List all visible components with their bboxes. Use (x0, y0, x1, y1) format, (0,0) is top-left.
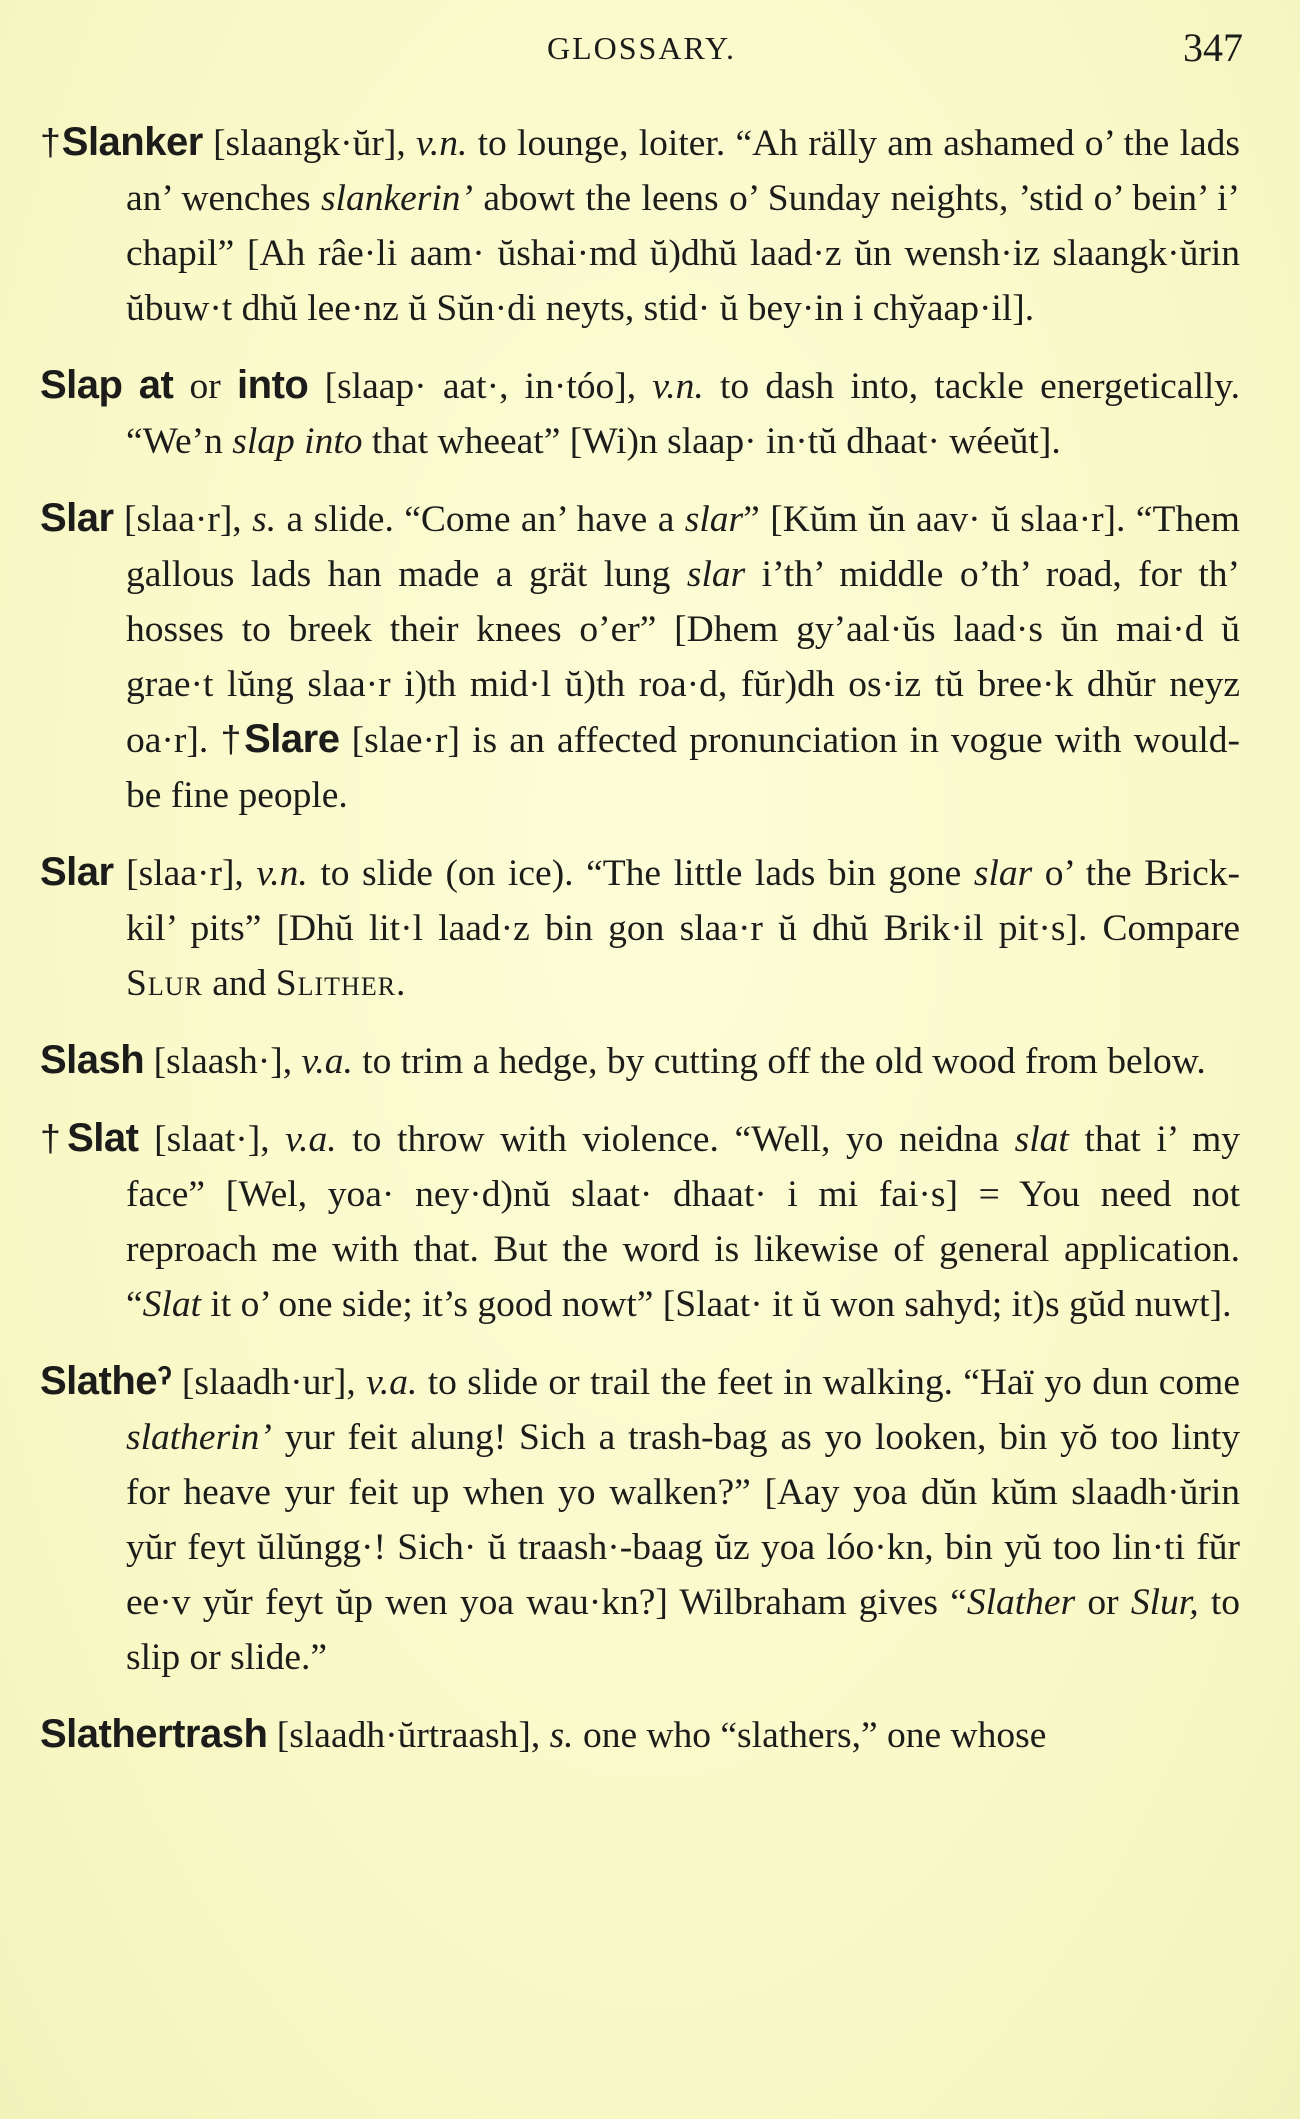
italic-example: slap into (232, 421, 363, 462)
definition-text: that i’ my face” [Wel, yoa· ney·d)nŭ slaat· dhaat· i mi fai·s] = You need not reproach me with that. But the word is likewise of general application. “ (126, 1119, 1240, 1325)
headword-space (122, 366, 138, 407)
headword-separator: or (173, 366, 238, 407)
part-of-speech: s. (252, 499, 277, 540)
definition-text: to slide or trail the feet in walking. “Haï yo dun come (417, 1362, 1240, 1403)
part-of-speech: v.n. (652, 366, 704, 407)
glossary-entry-slar-verb (40, 845, 1240, 1011)
headword: Slat (67, 1116, 139, 1160)
part-of-speech: v.n. (415, 123, 468, 164)
glossary-entries (40, 115, 1240, 1785)
pronunciation: [slaa·r], (113, 499, 253, 540)
definition-text: one who “slathers,” one whose (573, 1715, 1047, 1756)
pronunciation: [slaa·r], (113, 853, 257, 894)
pronunciation: [slaadh·ur], (171, 1362, 367, 1403)
pronunciation: [slaat·], (138, 1119, 286, 1160)
headword: Slare (244, 717, 340, 761)
italic-example: Slat (142, 1284, 201, 1325)
headword: Slanker (61, 120, 203, 164)
pronunciation: [slaash·], (144, 1041, 302, 1082)
headword: Slar (40, 496, 114, 540)
glossary-entry-slash (40, 1033, 1240, 1089)
part-of-speech: v.a. (285, 1119, 337, 1160)
headword: at (138, 363, 174, 407)
glossary-entry-slather (40, 1354, 1240, 1685)
definition-text: to slide (on ice). “The little lads bin gone (307, 853, 974, 894)
running-head: GLOSSARY. (546, 30, 737, 66)
italic-example: slankerin’ (320, 178, 473, 219)
dagger-mark: † (40, 1117, 68, 1159)
headword: Slash (40, 1038, 145, 1082)
dagger-mark: † (40, 121, 62, 163)
pronunciation: [slaadh·ŭrtraash], (267, 1715, 550, 1756)
italic-example: slar (973, 853, 1033, 894)
cross-reference: Slur (126, 963, 203, 1004)
page-header (40, 22, 1243, 82)
page-number: 347 (1183, 25, 1243, 70)
definition-text: i’th’ middle o’th’ road, for th’ hosses to breek their knees o’er” [Dhem gy’aal·ŭs laad·s ŭn mai·d ŭ grae·t lŭng slaa·r i)th mid·l ŭ)th roa·d, fŭr)dh os·iz tŭ bree·k dhŭr neyz oa·r]. (126, 554, 1240, 761)
part-of-speech: v.a. (366, 1362, 418, 1403)
headword: Slatheˀ (40, 1359, 172, 1403)
headword: Slar (40, 850, 114, 894)
italic-example: Slather (966, 1582, 1076, 1623)
glossary-entry-slap-at-into (40, 358, 1240, 469)
definition-text: to dash into, tackle energetically. “We’n (126, 366, 1240, 462)
italic-example: slat (1014, 1119, 1069, 1160)
headword: Slap (40, 363, 123, 407)
definition-text: o’ the Brick-kil’ pits” [Dhŭ lit·l laad·z bin gon slaa·r ŭ dhŭ Brik·il pit·s]. Compare (126, 853, 1240, 949)
headword: Slathertrash (40, 1712, 268, 1756)
glossary-entry-slathertrash (40, 1707, 1240, 1763)
italic-example: slar (684, 499, 744, 540)
part-of-speech: v.a. (301, 1041, 353, 1082)
glossary-entry-slanker (40, 115, 1240, 336)
definition-text: [slae·r] is an affected pronunciation in vogue with would-be fine people. (126, 720, 1240, 816)
definition-text: a slide. “Come an’ have a (276, 499, 685, 540)
pronunciation: [slaap· aat·, in·tóo], (308, 366, 653, 407)
pronunciation: [slaangk·ŭr], (202, 123, 416, 164)
italic-example: Slur, (1130, 1582, 1199, 1623)
italic-example: slar (686, 554, 746, 595)
headword: into (237, 363, 309, 407)
definition-text: to slip or slide.” (126, 1582, 1240, 1678)
cross-reference: Slither (275, 963, 397, 1004)
glossary-entry-slat (40, 1111, 1240, 1332)
italic-example: slatherin’ (126, 1417, 272, 1458)
definition-text: and (202, 963, 276, 1004)
definition-text: to lounge, loiter. “Ah rälly am ashamed o’ the lads an’ wenches (126, 123, 1240, 219)
definition-text: that wheeat” [Wi)n slaap· in·tŭ dhaat· wéeŭt]. (362, 421, 1061, 462)
definition-text: to throw with violence. “Well, yo neidna (336, 1119, 1015, 1160)
part-of-speech: s. (549, 1715, 574, 1756)
definition-text: to trim a hedge, by cutting off the old wood from below. (352, 1041, 1206, 1082)
definition-text: . (396, 963, 406, 1004)
definition-text: abowt the leens o’ Sunday neights, ’stid o’ bein’ i’ chapil” [Ah râe·li aam· ŭshai·md ŭ)dhŭ laad·z ŭn wensh·iz slaangk·ŭrin ŭbuw·t dhŭ lee·nz ŭ Sŭn·di neyts, stid· ŭ bey·in i chy̆aap·il]. (126, 178, 1240, 329)
part-of-speech: v.n. (256, 853, 308, 894)
definition-text: or (1075, 1582, 1131, 1623)
definition-text: ” [Kŭm ŭn aav· ŭ slaa·r]. “Them gallous lads han made a grät lung (126, 499, 1240, 595)
dagger-mark: † (220, 718, 245, 760)
glossary-entry-slar-noun (40, 491, 1240, 823)
definition-text: it o’ one side; it’s good nowt” [Slaat· it ŭ won sahyd; it)s gŭd nuwt]. (201, 1284, 1232, 1325)
definition-text: yur feit alung! Sich a trash-bag as yo looken, bin yŏ too linty for heave yur feit up when yo walken?” [Aay yoa dŭn kŭm slaadh·ŭrin yŭr feyt ŭlŭngg·! Sich· ŭ traash·-baag ŭz yoa lóo·kn, bin yŭ too lin·ti fŭr ee·v yŭr feyt ŭp wen yoa wau·kn?] Wilbraham gives “ (126, 1417, 1240, 1623)
